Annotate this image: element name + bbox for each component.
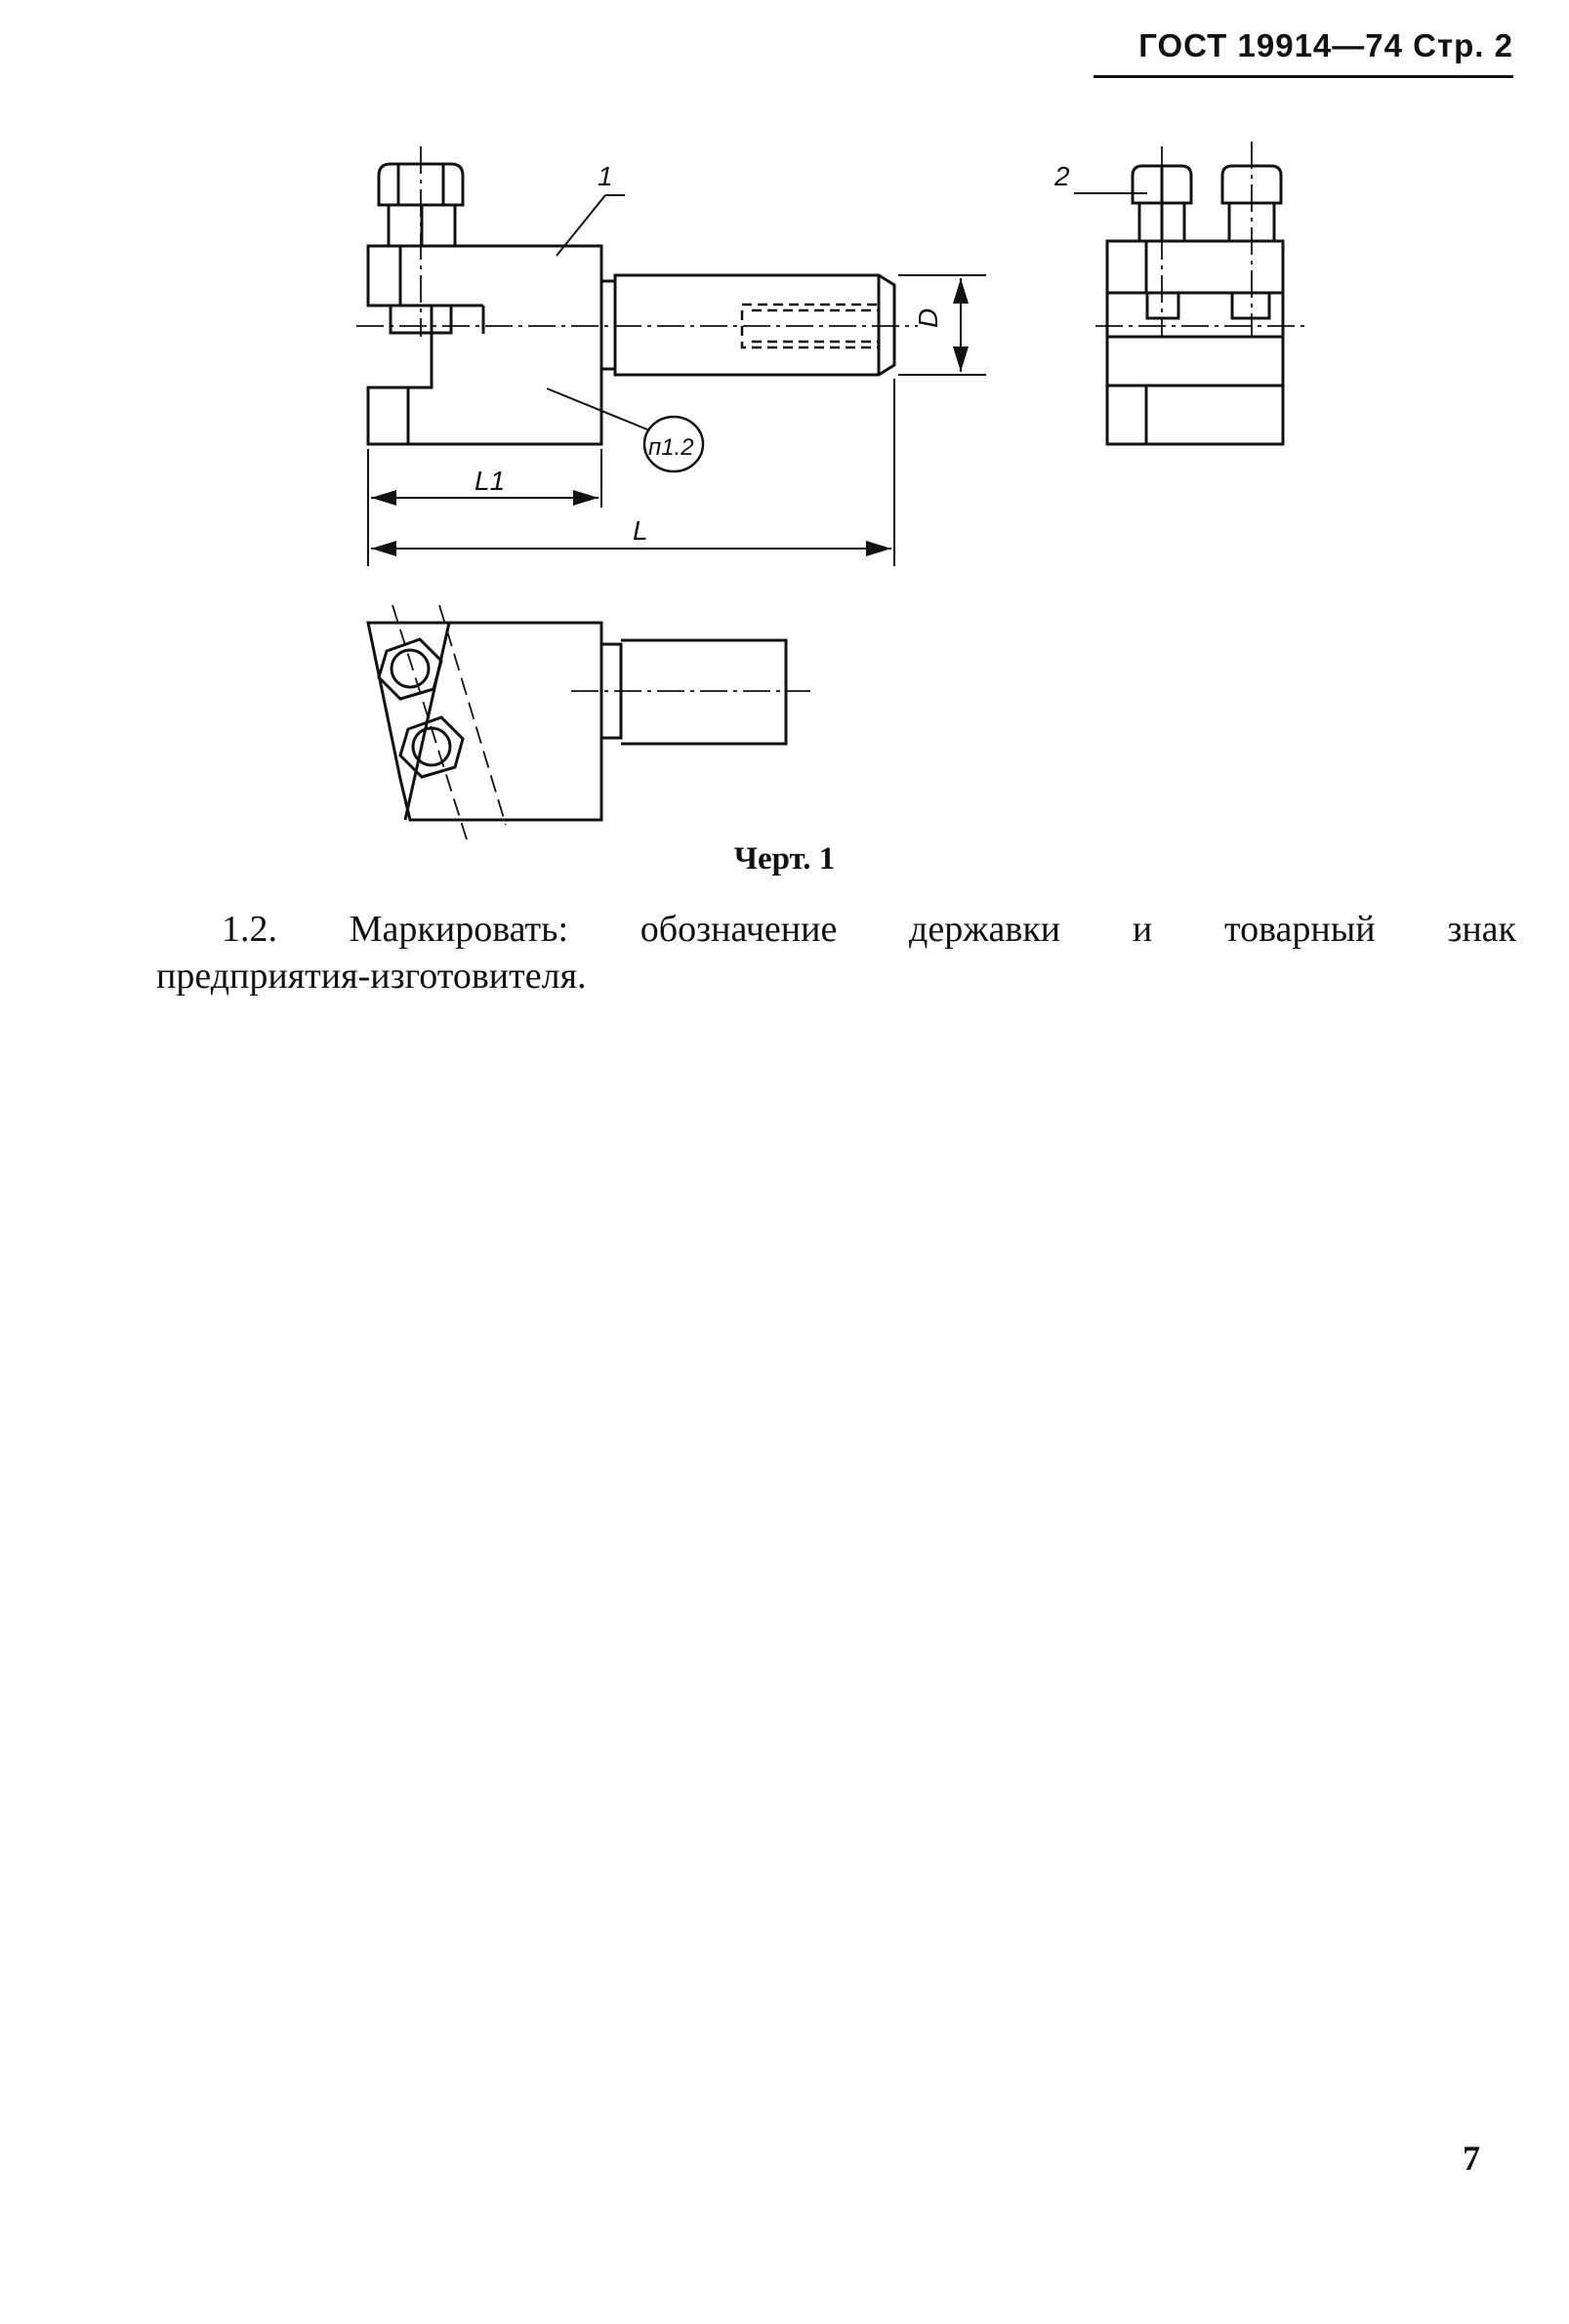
paragraph-line-2: предприятия-изготовителя. xyxy=(156,956,587,997)
front-view xyxy=(368,164,894,444)
technical-drawing xyxy=(0,0,1569,878)
side-view xyxy=(1107,166,1283,444)
callout-clause-ref: п1.2 xyxy=(648,434,694,461)
header-text: ГОСТ 19914—74 Стр. 2 xyxy=(1138,27,1513,63)
callout-part-2: 2 xyxy=(1054,161,1070,191)
dim-l: L xyxy=(633,515,648,546)
page-number: 7 xyxy=(1463,2139,1480,2178)
callout-part-1: 1 xyxy=(598,161,613,191)
top-view xyxy=(368,623,786,820)
paragraph-1-2 xyxy=(156,906,1516,999)
paragraph-line-1: 1.2. Маркировать: обозначение державки и товарный знак xyxy=(222,909,1516,950)
figure-caption: Черт. 1 xyxy=(733,841,836,877)
dim-l1: L1 xyxy=(475,466,506,496)
dim-d: D xyxy=(913,307,943,328)
